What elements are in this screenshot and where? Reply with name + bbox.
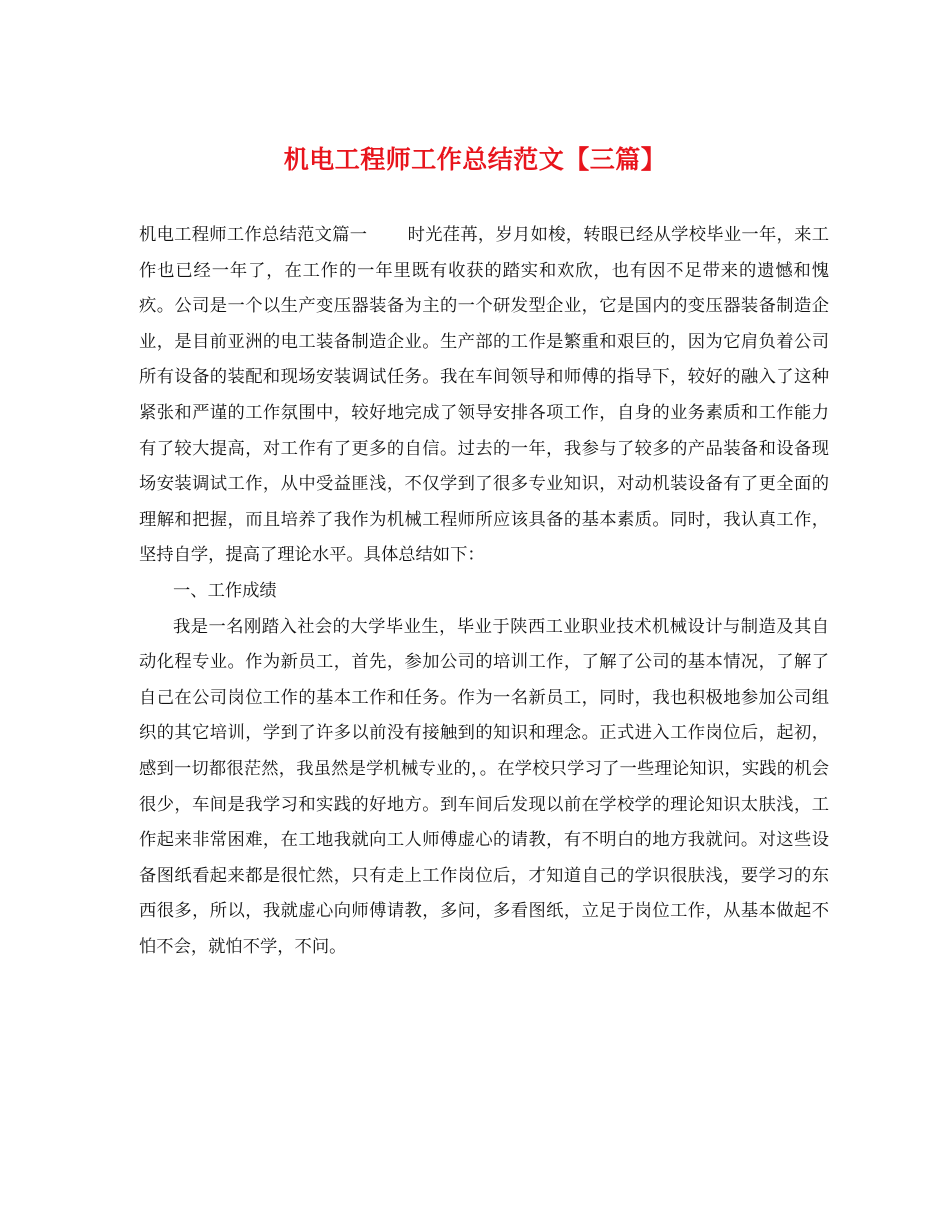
intro-label: 机电工程师工作总结范文篇一	[139, 225, 368, 245]
section-paragraph: 我是一名刚踏入社会的大学毕业生，毕业于陕西工业职业技术机械设计与制造及其自动化程专业。作为新员工，首先，参加公司的培训工作，了解了公司的基本情况，了解了自己在公司岗位工作的基本工作和任务。作为一名新员工，同时，我也积极地参加公司组织的其它培训，学到了许多以前没有接触到的知识和理念。正式进入工作岗位后，起初，感到一切都很茫然，我虽然是学机械专业的，。在学校只学习了一些理论知识，实践的机会很少，车间是我学习和实践的好地方。到车间后发现以前在学校学的理论知识太肤浅，工作起来非常困难，在工地我就向工人师傅虚心的请教，有不明白的地方我就问。对这些设备图纸看起来都是很忙然，只有走上工作岗位后，才知道自己的学识很肤浅，要学习的东西很多，所以，我就虚心向师傅请教，多问，多看图纸，立足于岗位工作，从基本做起不怕不会，就怕不学，不问。	[139, 616, 829, 957]
intro-paragraph	[139, 218, 829, 574]
section-heading: 一、工作成绩	[173, 580, 277, 601]
document-body	[139, 218, 829, 965]
document-title: 机电工程师工作总结范文【三篇】	[283, 145, 667, 174]
intro-text: 时光荏苒，岁月如梭，转眼已经从学校毕业一年，来工作也已经一年了，在工作的一年里既有收获的踏实和欢欣，也有因不足带来的遗憾和愧疚。公司是一个以生产变压器装备为主的一个研发型企业，它是国内的变压器装备制造企业，是目前亚洲的电工装备制造企业。生产部的工作是繁重和艰巨的，因为它肩负着公司所有设备的装配和现场安装调试任务。我在车间领导和师傅的指导下，较好的融入了这种紧张和严谨的工作氛围中，较好地完成了领导安排各项工作，自身的业务素质和工作能力有了较大提高，对工作有了更多的自信。过去的一年，我参与了较多的产品装备和设备现场安装调试工作，从中受益匪浅，不仅学到了很多专业知识，对动机装设备有了更全面的理解和把握，而且培养了我作为机械工程师所应该具备的基本素质。同时，我认真工作，坚持自学，提高了理论水平。具体总结如下：	[139, 225, 829, 566]
